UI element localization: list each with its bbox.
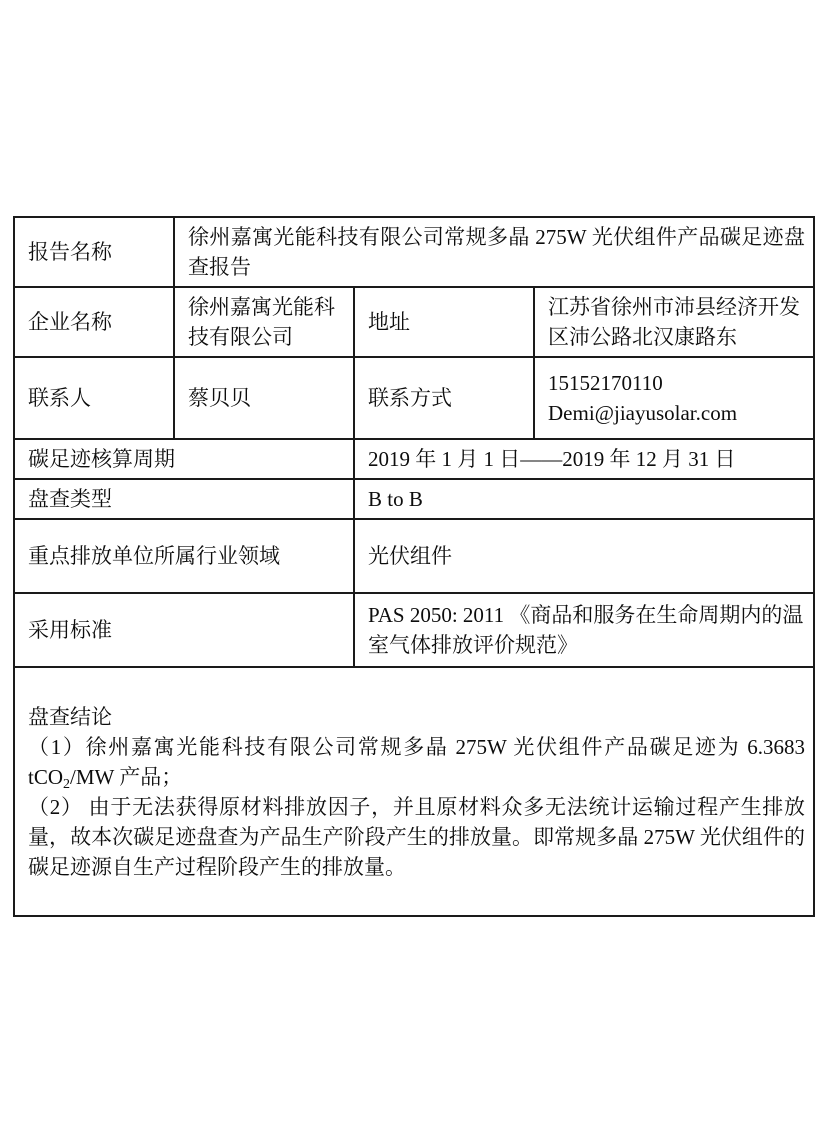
address-label: 地址 [354, 287, 534, 357]
company-row [14, 287, 814, 357]
conclusion-item-1-text: （1）徐州嘉寓光能科技有限公司常规多晶 275W 光伏组件产品碳足迹为 6.3683 tCO [28, 734, 806, 789]
report-cover-table [13, 216, 815, 917]
conclusion-item-1-unit: /MW 产品； [70, 764, 183, 789]
accounting-period-value: 2019 年 1 月 1 日——2019 年 12 月 31 日 [354, 439, 814, 479]
company-label: 企业名称 [14, 287, 174, 357]
report-name-row [14, 217, 814, 287]
address-value: 江苏省徐州市沛县经济开发区沛公路北汉康路东 [534, 287, 814, 357]
conclusion-row [14, 667, 814, 916]
standard-label: 采用标准 [14, 593, 354, 667]
report-name-value: 徐州嘉寓光能科技有限公司常规多晶 275W 光伏组件产品碳足迹盘查报告 [174, 217, 814, 287]
contact-method-label: 联系方式 [354, 357, 534, 439]
industry-row [14, 519, 814, 593]
report-name-label: 报告名称 [14, 217, 174, 287]
company-value: 徐州嘉寓光能科技有限公司 [174, 287, 354, 357]
conclusion-cell [14, 667, 814, 916]
industry-value: 光伏组件 [354, 519, 814, 593]
contact-person-value: 蔡贝贝 [174, 357, 354, 439]
inventory-type-label: 盘查类型 [14, 479, 354, 519]
conclusion-heading: 盘查结论 [28, 704, 112, 729]
contact-method-value [534, 357, 814, 439]
standard-value: PAS 2050: 2011 《商品和服务在生命周期内的温室气体排放评价规范》 [354, 593, 814, 667]
standard-row [14, 593, 814, 667]
inventory-type-row [14, 479, 814, 519]
conclusion-item-1 [28, 732, 805, 792]
co2-subscript: 2 [63, 776, 71, 792]
contact-person-label: 联系人 [14, 357, 174, 439]
accounting-period-label: 碳足迹核算周期 [14, 439, 354, 479]
inventory-type-value: B to B [354, 479, 814, 519]
contact-row [14, 357, 814, 439]
conclusion-item-2: （2） 由于无法获得原材料排放因子，并且原材料众多无法统计运输过程产生排放量，故本次碳足迹盘查为产品生产阶段产生的排放量。即常规多晶 275W 光伏组件的碳足迹源自生产过程阶段产生的排放量。 [28, 794, 806, 879]
contact-email: Demi@jiayusolar.com [548, 401, 738, 425]
contact-phone: 15152170110 [548, 371, 663, 395]
industry-label: 重点排放单位所属行业领域 [14, 519, 354, 593]
accounting-period-row [14, 439, 814, 479]
